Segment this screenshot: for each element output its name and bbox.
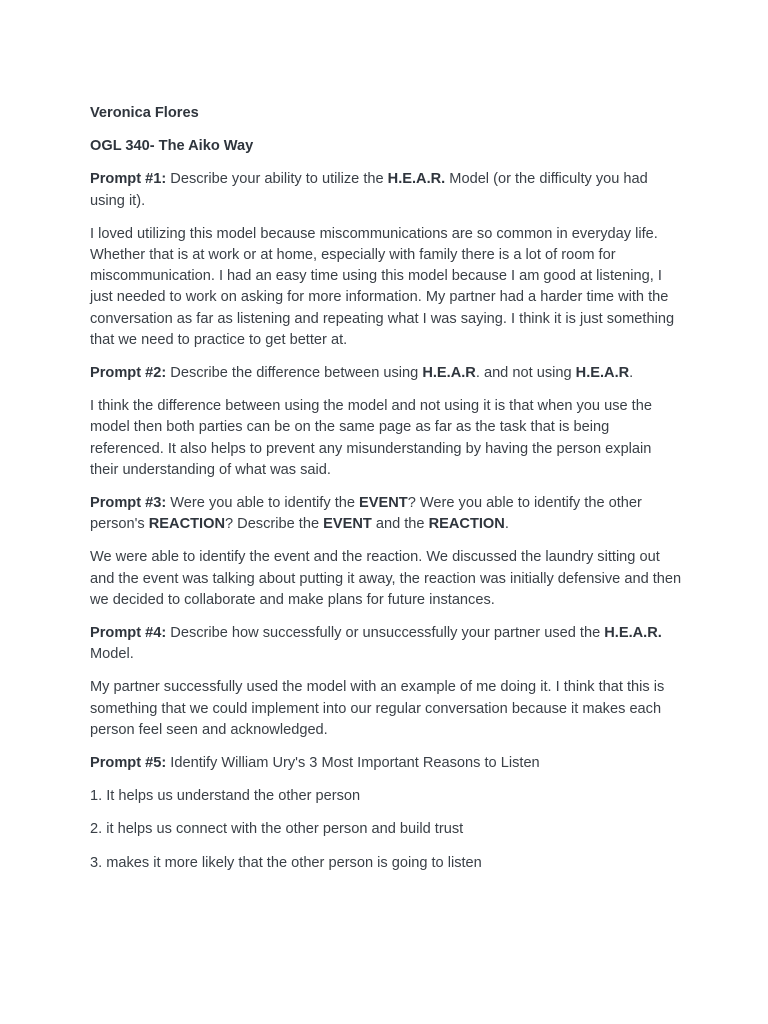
prompt-3-text-a: Were you able to identify the — [166, 495, 360, 512]
prompt-3-answer: We were able to identify the event and the reaction. We discussed the laundry sitting out and the event was talking about putting it away, the reaction was initially defensive and then we decided to collaborate and make plans for future instances. — [90, 549, 682, 608]
prompt-4-text-a: Describe how successfully or unsuccessfully your partner used the — [166, 625, 605, 642]
prompt-3-text-b: ? Were you able to identify the other person's — [90, 495, 642, 533]
course-title: OGL 340- The Aiko Way — [90, 138, 254, 155]
prompt-1-answer: I loved utilizing this model because miscommunications are so common in everyday life. Whether that is at work or at home, especially with family there is a lot of room for miscommunication. I had an easy time using this model because I am good at listening, I just needed to work on asking for more information. My partner had a harder time with the conversation as far as listening and repeating what I was saying. I think it is just something that we need to practice to get better at. — [90, 225, 675, 348]
prompt-1-text-a: Describe your ability to utilize the — [166, 171, 388, 188]
prompt-3-text-e: . — [504, 516, 509, 533]
prompt-5-label: Prompt #5: — [90, 755, 167, 772]
prompt-3-reaction-a: REACTION — [148, 516, 225, 533]
prompt-5-question — [90, 753, 682, 774]
reason-item: 1. It helps us understand the other person — [90, 788, 361, 805]
prompt-1-question — [90, 169, 682, 211]
prompt-1-label: Prompt #1: — [90, 171, 167, 188]
prompt-1-model: H.E.A.R. — [387, 171, 446, 188]
author-name: Veronica Flores — [90, 105, 199, 121]
prompt-5-text-a: Identify William Ury's 3 Most Important Reasons to Listen — [166, 755, 540, 772]
prompt-2-text-b: . and not using — [475, 365, 576, 382]
prompt-2-model-a: H.E.A.R — [422, 365, 476, 382]
prompt-3-event-b: EVENT — [323, 516, 372, 533]
prompt-2-text-a: Describe the difference between using — [166, 365, 423, 382]
prompt-4-answer: My partner successfully used the model with an example of me doing it. I think that this is something that we could implement into our regular conversation because it makes each person feel seen and acknowledged. — [90, 679, 665, 738]
prompt-2-question — [90, 363, 682, 384]
prompt-1-text-b: Model (or the difficulty you had using it). — [90, 171, 648, 209]
reason-item: 2. it helps us connect with the other person and build trust — [90, 821, 464, 838]
document-page — [90, 103, 682, 886]
prompt-4-text-b: Model. — [90, 646, 134, 663]
prompt-4-label: Prompt #4: — [90, 625, 167, 642]
prompt-4-model: H.E.A.R. — [604, 625, 662, 642]
prompt-3-text-c: ? Describe the — [224, 516, 324, 533]
prompt-3-reaction-b: REACTION — [428, 516, 505, 533]
reason-item: 3. makes it more likely that the other person is going to listen — [90, 854, 482, 871]
prompt-2-answer: I think the difference between using the model and not using it is that when you use the model then both parties can be on the same page as far as the task that is being referenced. It also helps to prevent any misunderstanding by having the person explain their understanding of what was said. — [90, 398, 652, 478]
prompt-2-model-b: H.E.A.R — [575, 365, 630, 382]
prompt-3-question — [90, 493, 682, 535]
prompt-3-text-d: and the — [371, 516, 429, 533]
prompt-2-text-c: . — [629, 365, 634, 382]
prompt-4-question — [90, 623, 682, 665]
prompt-3-event-a: EVENT — [359, 495, 408, 512]
prompt-2-label: Prompt #2: — [90, 365, 167, 382]
prompt-3-label: Prompt #3: — [90, 495, 167, 512]
